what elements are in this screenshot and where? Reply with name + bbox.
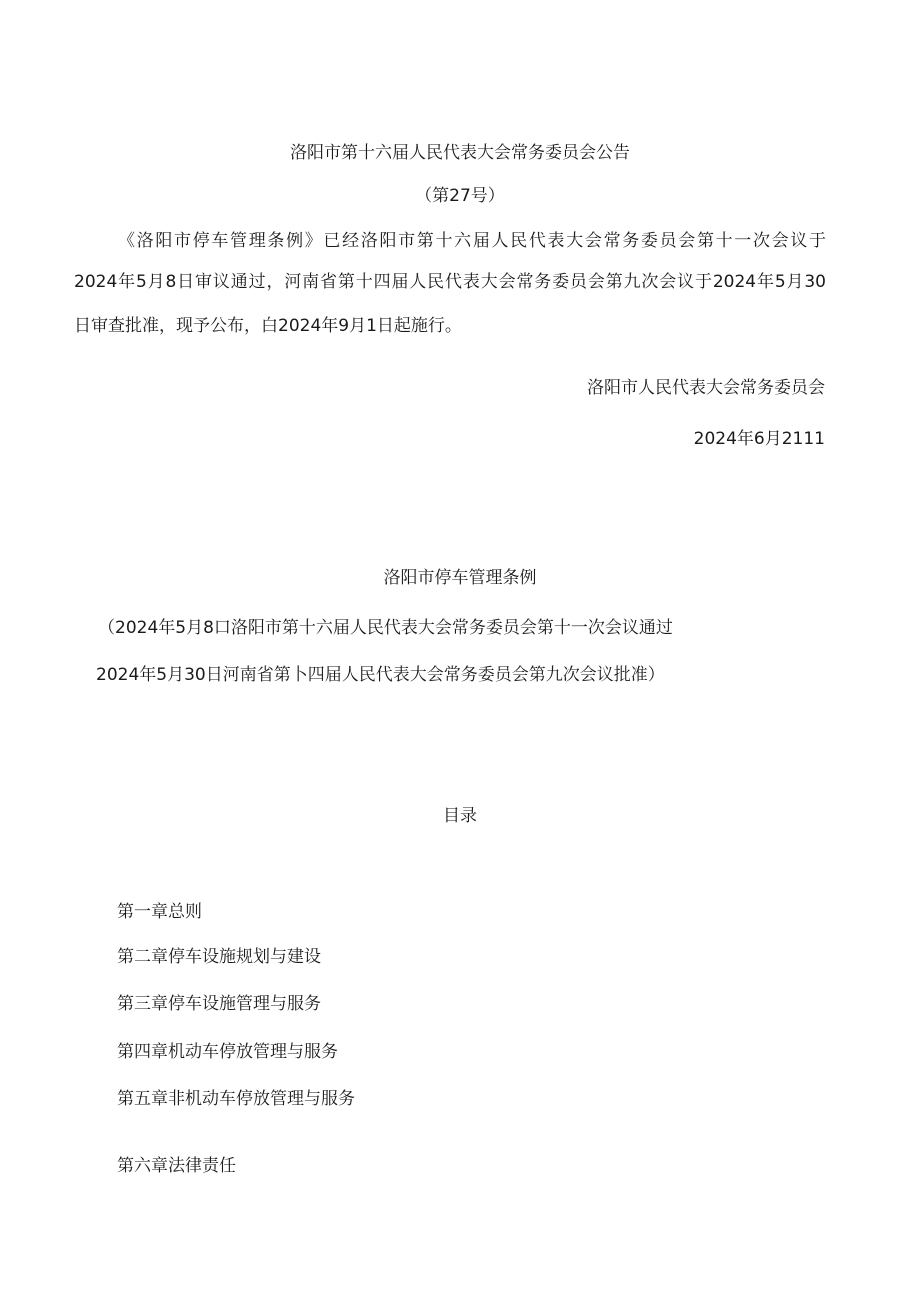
announcement-title: 洛阳市第十六届人民代表大会常务委员会公告	[290, 143, 630, 163]
toc-chapter-2: 第二章停车设施规划与建设	[117, 947, 321, 967]
toc-heading: 目录	[443, 806, 477, 826]
regulation-note-line-2: 2024年5月30日河南省第卜四届人民代表大会常务委员会第九次会议批准）	[96, 665, 665, 685]
announcement-date: 2024年6月2111	[693, 429, 825, 449]
toc-chapter-1: 第一章总则	[117, 902, 202, 922]
toc-chapter-4: 第四章机动车停放管理与服务	[117, 1042, 338, 1062]
regulation-title: 洛阳市停车管理条例	[383, 568, 537, 588]
toc-chapter-5: 第五章非机动车停放管理与服务	[117, 1089, 355, 1109]
announcement-number: （第27号）	[415, 186, 505, 206]
regulation-note-line-1: （2024年5月8口洛阳市第十六届人民代表大会常务委员会第十一次会议通过	[98, 618, 673, 638]
announcement-body-line-3: 日审查批准，现予公布，白2024年9月1日起施行。	[74, 316, 462, 336]
toc-chapter-6: 第六章法律责任	[117, 1156, 236, 1176]
announcement-signature: 洛阳市人民代表大会常务委员会	[587, 378, 825, 398]
announcement-body-line-1: 《洛阳市停车管理条例》已经洛阳市第十六届人民代表大会常务委员会第十一次会议于	[118, 231, 826, 251]
announcement-body-line-2: 2024年5月8日审议通过，河南省第十四届人民代表大会常务委员会第九次会议于2024年5月30	[74, 272, 826, 292]
toc-chapter-3: 第三章停车设施管理与服务	[117, 994, 321, 1014]
